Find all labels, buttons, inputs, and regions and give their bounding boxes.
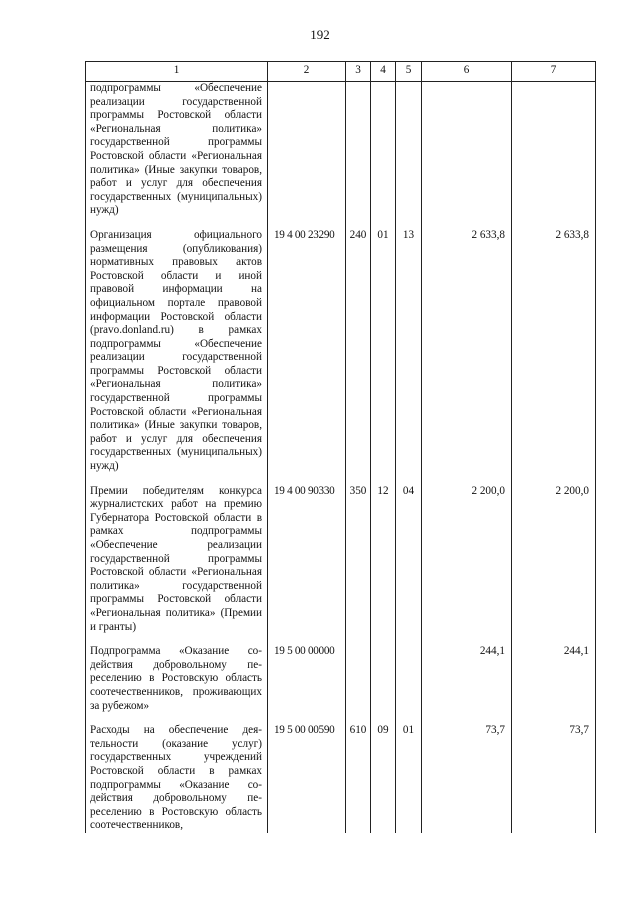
row-description: Расходы на обеспечение деятельности (оказание услуг) государственных учреждений Ростовской области в рамках подпрограммы «Оказание содействия добровольному переселению в Ростовскую область соотечественников, bbox=[86, 724, 268, 833]
row-amount-col6: 2 200,0 bbox=[422, 485, 512, 646]
column-header: 3 bbox=[346, 62, 371, 82]
row-amount-col7: 73,7 bbox=[512, 724, 596, 833]
row-amount-col7: 2 633,8 bbox=[512, 229, 596, 485]
table-row bbox=[86, 82, 596, 229]
row-section: 12 bbox=[371, 485, 396, 646]
header-row bbox=[86, 62, 596, 82]
row-description: Премии победителям конкурса журналистских работ на премию Губернатора Ростовской области в рамках подпрограммы «Обеспечение реализации государственной программы Ростовской области «Региональная политика» государственной программы Ростовской области «Региональная политика» (Премии и гранты) bbox=[86, 485, 268, 646]
row-amount-col6: 73,7 bbox=[422, 724, 512, 833]
table-row bbox=[86, 724, 596, 833]
row-amount-col6: 244,1 bbox=[422, 645, 512, 724]
row-code: 19 5 00 00000 bbox=[268, 645, 346, 724]
row-subsection: 01 bbox=[396, 724, 422, 833]
table-row bbox=[86, 645, 596, 724]
row-code: 19 4 00 90330 bbox=[268, 485, 346, 646]
row-description: Организация официального размещения (опубликования) нормативных правовых актов Ростовской области и иной правовой информации на официальном портале правовой информации Ростовской области (pravo.donland.ru) в рамках подпрограммы «Обеспечение реализации государственной программы Ростовской области «Региональная политика» государственной программы Ростовской области «Региональная политика» (Иные закупки товаров, работ и услуг для обеспечения государственных (муниципальных) нужд) bbox=[86, 229, 268, 485]
column-header: 2 bbox=[268, 62, 346, 82]
column-header: 5 bbox=[396, 62, 422, 82]
column-header: 4 bbox=[371, 62, 396, 82]
row-description: подпрограммы «Обеспечение реализации государственной программы Ростовской области «Региональная политика» государственной программы Ростовской области «Региональная политика» (Иные закупки товаров, работ и услуг для обеспечения государственных (муниципальных) нужд) bbox=[86, 82, 268, 229]
row-subsection bbox=[396, 645, 422, 724]
row-expense-type: 610 bbox=[346, 724, 371, 833]
row-code: 19 4 00 23290 bbox=[268, 229, 346, 485]
row-subsection bbox=[396, 82, 422, 229]
table-row bbox=[86, 229, 596, 485]
budget-table bbox=[85, 61, 596, 833]
row-amount-col7: 2 200,0 bbox=[512, 485, 596, 646]
row-amount-col6 bbox=[422, 82, 512, 229]
row-expense-type: 350 bbox=[346, 485, 371, 646]
row-section bbox=[371, 82, 396, 229]
page-number: 192 bbox=[310, 27, 330, 42]
row-code bbox=[268, 82, 346, 229]
row-subsection: 04 bbox=[396, 485, 422, 646]
column-header: 7 bbox=[512, 62, 596, 82]
row-amount-col7 bbox=[512, 82, 596, 229]
row-expense-type: 240 bbox=[346, 229, 371, 485]
column-header: 1 bbox=[86, 62, 268, 82]
column-header: 6 bbox=[422, 62, 512, 82]
row-section: 09 bbox=[371, 724, 396, 833]
row-amount-col7: 244,1 bbox=[512, 645, 596, 724]
row-code: 19 5 00 00590 bbox=[268, 724, 346, 833]
row-description: Подпрограмма «Оказание содействия добровольному переселению в Ростовскую область соотечественников, проживающих за рубежом» bbox=[86, 645, 268, 724]
row-amount-col6: 2 633,8 bbox=[422, 229, 512, 485]
row-expense-type bbox=[346, 82, 371, 229]
row-subsection: 13 bbox=[396, 229, 422, 485]
row-section: 01 bbox=[371, 229, 396, 485]
table-row bbox=[86, 485, 596, 646]
row-expense-type bbox=[346, 645, 371, 724]
row-section bbox=[371, 645, 396, 724]
